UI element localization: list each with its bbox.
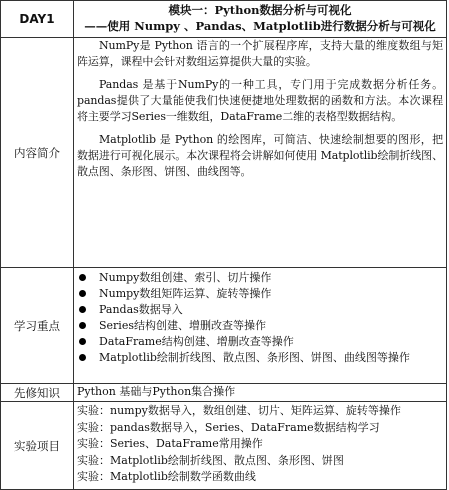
lab-item: 实验：Series、DataFrame常用操作 <box>77 437 263 450</box>
bullet-icon <box>79 290 86 297</box>
intro-label: 内容简介 <box>1 38 74 268</box>
key-points-label: 学习重点 <box>1 268 74 384</box>
list-item <box>77 318 443 334</box>
day-label: DAY1 <box>1 1 74 38</box>
bullet-icon <box>79 274 86 281</box>
intro-paragraph-numpy: NumPy是 Python 语言的一个扩展程序库，支持大量的维度数组与矩阵运算，课程中会针对数组运算提供大量的实验。 <box>77 39 443 68</box>
key-point-text: Pandas数据导入 <box>99 303 183 316</box>
key-point-text: Series结构创建、增删改查等操作 <box>99 319 266 332</box>
module-title-main: 模块一：Python数据分析与可视化 <box>168 3 352 17</box>
labs-content <box>74 402 447 490</box>
key-points-row <box>1 268 447 384</box>
key-points-list <box>77 270 443 366</box>
labs-row <box>1 402 447 490</box>
module-title <box>74 1 447 38</box>
list-item <box>77 270 443 286</box>
key-point-text: Matplotlib绘制折线图、散点图、条形图、饼图、曲线图等操作 <box>99 351 410 364</box>
module-title-subtitle: ——使用 Numpy 、Pandas、Matplotlib进行数据分析与可视化 <box>84 19 436 33</box>
key-points-content <box>74 268 447 384</box>
lab-item: 实验：Matplotlib绘制数学函数曲线 <box>77 470 256 483</box>
intro-row <box>1 38 447 268</box>
key-point-text: Numpy数组矩阵运算、旋转等操作 <box>99 287 272 300</box>
prerequisites-row <box>1 384 447 402</box>
bullet-icon <box>79 306 86 313</box>
lab-item: 实验：pandas数据导入，Series、DataFrame数据结构学习 <box>77 420 380 434</box>
key-point-text: Numpy数组创建、索引、切片操作 <box>99 271 272 284</box>
key-point-text: DataFrame结构创建、增删改查等操作 <box>99 335 294 348</box>
prerequisites-value: Python 基础与Python集合操作 <box>74 384 447 402</box>
list-item <box>77 334 443 350</box>
prerequisites-label: 先修知识 <box>1 384 74 402</box>
header-row <box>1 1 447 38</box>
labs-label: 实验项目 <box>1 402 74 490</box>
bullet-icon <box>79 322 86 329</box>
bullet-icon <box>79 354 86 361</box>
intro-paragraph-pandas: Pandas 是基于NumPy的一种工具，专门用于完成数据分析任务。pandas提供了大量能使我们快速便捷地处理数据的函数和方法。本次课程将主要学习Series一维数组，DataFrame二维的表格型数据结构。 <box>77 78 443 123</box>
bullet-icon <box>79 338 86 345</box>
lab-item: 实验：Matplotlib绘制折线图、散点图、条形图、饼图 <box>77 453 344 467</box>
intro-content <box>74 38 447 268</box>
list-item <box>77 350 443 366</box>
intro-paragraph-matplotlib: Matplotlib 是 Python 的绘图库，可简洁、快速绘制想要的图形，把数据进行可视化展示。本次课程将会讲解如何使用 Matplotlib绘制折线图、散点图、条形图、饼图、曲线图等。 <box>77 133 443 178</box>
lab-item: 实验：numpy数据导入，数组创建、切片、矩阵运算、旋转等操作 <box>77 404 401 417</box>
list-item <box>77 302 443 318</box>
list-item <box>77 286 443 302</box>
